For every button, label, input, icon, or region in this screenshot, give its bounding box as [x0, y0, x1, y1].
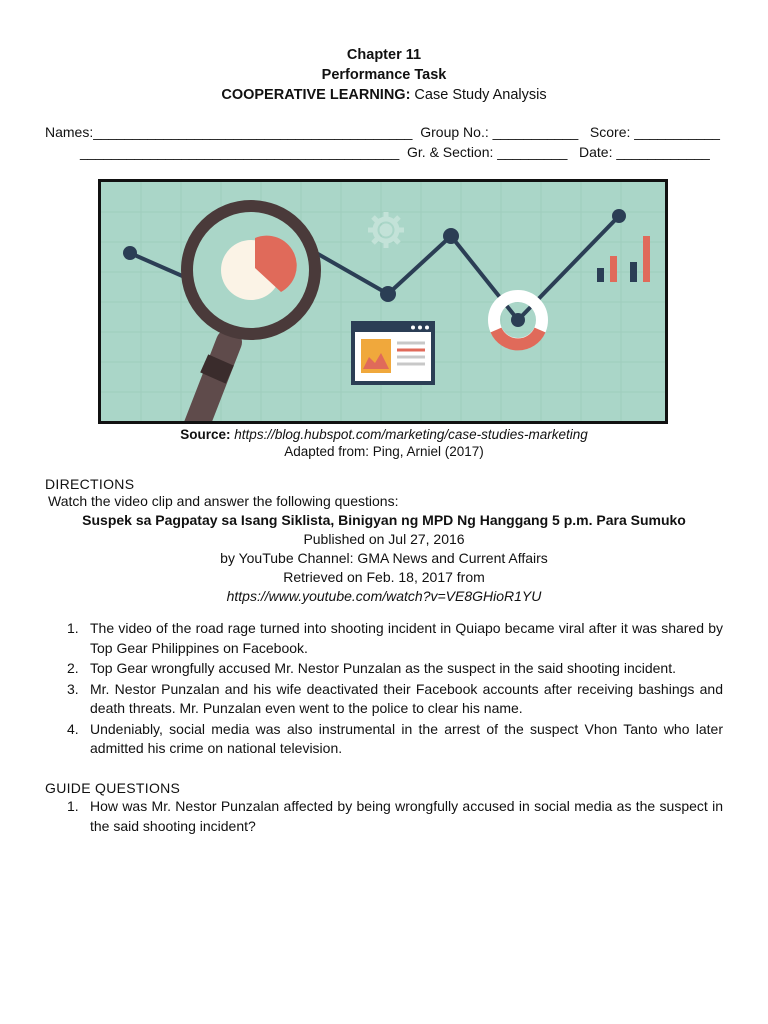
document-header — [0, 45, 768, 105]
case-study-illustration — [98, 179, 668, 424]
bar-chart-icon — [597, 236, 650, 282]
guide-questions-heading: GUIDE QUESTIONS — [45, 780, 181, 796]
video-channel: by YouTube Channel: GMA News and Current Affairs — [220, 550, 548, 566]
video-reference — [0, 511, 768, 606]
source-link[interactable]: https://blog.hubspot.com/marketing/case-studies-marketing — [234, 427, 588, 442]
source-label: Source: — [180, 427, 231, 442]
list-item-text: The video of the road rage turned into shooting incident in Quiapo became viral after it was shared by Top Gear Philippines on Facebook. — [90, 620, 723, 656]
adapted-from: Adapted from: Ping, Arniel (2017) — [284, 444, 484, 459]
list-item-number: 1. — [67, 798, 79, 814]
task-title: Performance Task — [321, 67, 447, 83]
list-item — [45, 797, 723, 836]
form-row-section: _________________________________________ Gr. & Section: _________ Date: ____________ — [45, 144, 710, 160]
chapter-title: Chapter 11 — [346, 47, 422, 63]
list-item-number: 1. — [67, 620, 79, 636]
list-item-text: Undeniably, social media was also instrumental in the arrest of the suspect Vhon Tanto who later admitted his crime on national television. — [90, 720, 723, 756]
list-item-number: 3. — [67, 680, 79, 697]
subtitle — [0, 85, 768, 105]
list-item — [45, 619, 723, 658]
list-item-text: Mr. Nestor Punzalan and his wife deactivated their Facebook accounts after receiving bashings and death threats. Mr. Punzalan even went to the police to clear his name. — [90, 680, 723, 716]
directions-heading: DIRECTIONS — [45, 476, 135, 492]
video-published: Published on Jul 27, 2016 — [303, 531, 465, 547]
form-row-names: Names:_________________________________________ Group No.: ___________ Score: ___________ — [45, 124, 720, 140]
source-line — [0, 426, 768, 443]
list-item-text: How was Mr. Nestor Punzalan affected by being wrongfully accused in social media as the suspect in the said shooting incident? — [90, 798, 723, 834]
video-link[interactable]: https://www.youtube.com/watch?v=VE8GHioR1YU — [226, 588, 542, 604]
list-item — [45, 720, 723, 759]
gear-icon — [368, 212, 404, 248]
video-retrieved: Retrieved on Feb. 18, 2017 from — [283, 569, 485, 585]
guide-questions-list — [45, 797, 723, 837]
directions-instruction: Watch the video clip and answer the following questions: — [48, 493, 399, 509]
list-item — [45, 659, 723, 679]
list-item — [45, 680, 723, 719]
list-item-number: 4. — [67, 720, 79, 737]
video-title: Suspek sa Pagpatay sa Isang Siklista, Binigyan ng MPD Ng Hanggang 5 p.m. Para Sumuko — [82, 512, 686, 528]
image-caption — [0, 426, 768, 460]
browser-window-icon — [353, 323, 433, 383]
facts-list — [45, 619, 723, 760]
subtitle-text: Case Study Analysis — [410, 87, 547, 103]
subtitle-label: COOPERATIVE LEARNING: — [221, 87, 411, 103]
list-item-text: Top Gear wrongfully accused Mr. Nestor Punzalan as the suspect in the said shooting incident. — [90, 660, 676, 676]
magnifying-glass-icon — [187, 206, 315, 421]
list-item-number: 2. — [67, 660, 79, 676]
